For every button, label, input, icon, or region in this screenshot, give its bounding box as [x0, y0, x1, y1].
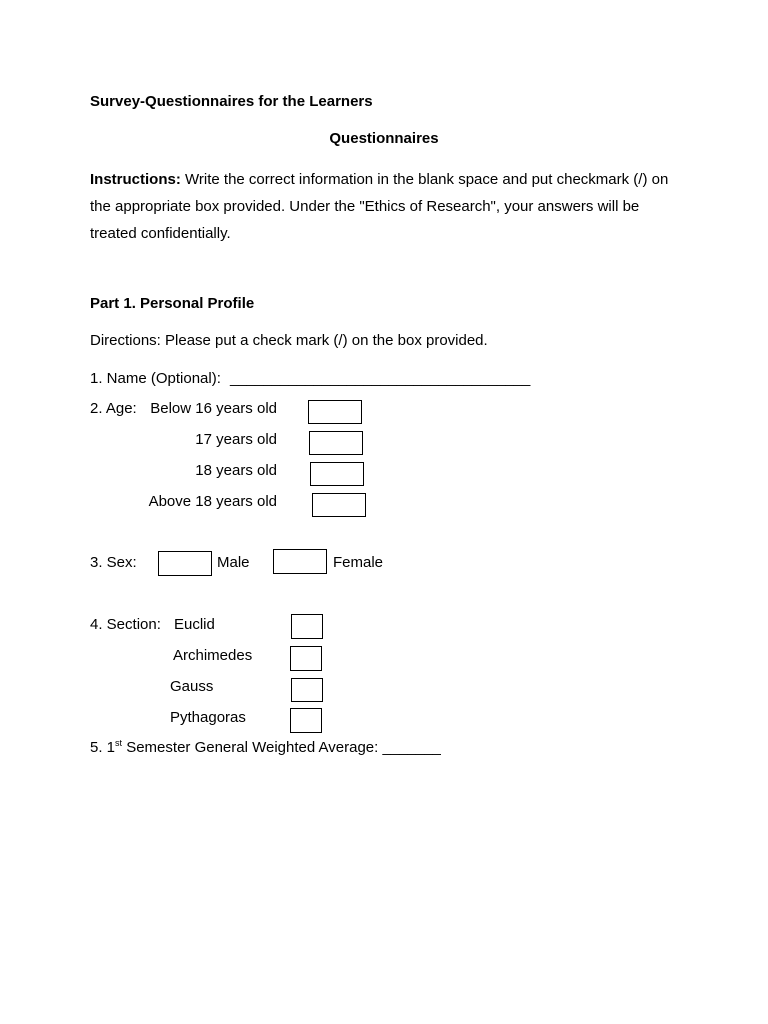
- sex-label: 3. Sex:: [90, 554, 137, 571]
- section-label: 4. Section:: [90, 616, 161, 633]
- age-label: 2. Age:: [90, 400, 137, 417]
- age-checkbox-above-18[interactable]: [312, 493, 366, 517]
- gwa-superscript: st: [115, 738, 123, 748]
- section-checkbox-pythagoras[interactable]: [290, 708, 322, 733]
- gwa-line: [90, 739, 441, 757]
- age-checkbox-18[interactable]: [310, 462, 364, 486]
- section-option-pythagoras: Pythagoras: [170, 709, 246, 726]
- section-checkbox-archimedes[interactable]: [290, 646, 322, 671]
- gwa-text: Semester General Weighted Average:: [122, 739, 383, 756]
- sex-checkbox-female[interactable]: [273, 549, 327, 574]
- instructions-paragraph: [90, 166, 690, 247]
- gwa-blank[interactable]: _______: [382, 739, 441, 756]
- age-option-below-16: Below 16 years old: [150, 400, 277, 417]
- section-option-archimedes: Archimedes: [173, 647, 253, 664]
- name-blank[interactable]: ____________________________________: [230, 370, 531, 387]
- instructions-label: Instructions:: [90, 171, 181, 188]
- age-option-17: 17 years old: [195, 431, 277, 448]
- age-checkbox-below-16[interactable]: [308, 400, 362, 424]
- section-checkbox-euclid[interactable]: [291, 614, 323, 639]
- name-label: 1. Name (Optional):: [90, 370, 221, 387]
- section-checkbox-gauss[interactable]: [291, 678, 323, 702]
- part1-heading: Part 1. Personal Profile: [90, 295, 255, 312]
- page-title: Questionnaires: [329, 130, 439, 147]
- survey-header: Survey-Questionnaires for the Learners: [90, 93, 373, 110]
- age-option-above-18: Above 18 years old: [148, 493, 277, 510]
- age-option-18: 18 years old: [195, 462, 277, 479]
- instructions-text: Write the correct information in the blank space and put checkmark (/) on the appropriate box provided. Under the "Ethics of Research", your answers will be treated confidentially.: [90, 171, 669, 242]
- sex-option-male: Male: [217, 554, 250, 571]
- section-option-gauss: Gauss: [170, 678, 214, 695]
- gwa-prefix: 5. 1: [90, 739, 116, 756]
- section-option-euclid: Euclid: [174, 616, 215, 633]
- directions-text: Directions: Please put a check mark (/) on the box provided.: [90, 332, 488, 349]
- age-checkbox-17[interactable]: [309, 431, 363, 455]
- sex-checkbox-male[interactable]: [158, 551, 212, 576]
- sex-option-female: Female: [333, 554, 384, 571]
